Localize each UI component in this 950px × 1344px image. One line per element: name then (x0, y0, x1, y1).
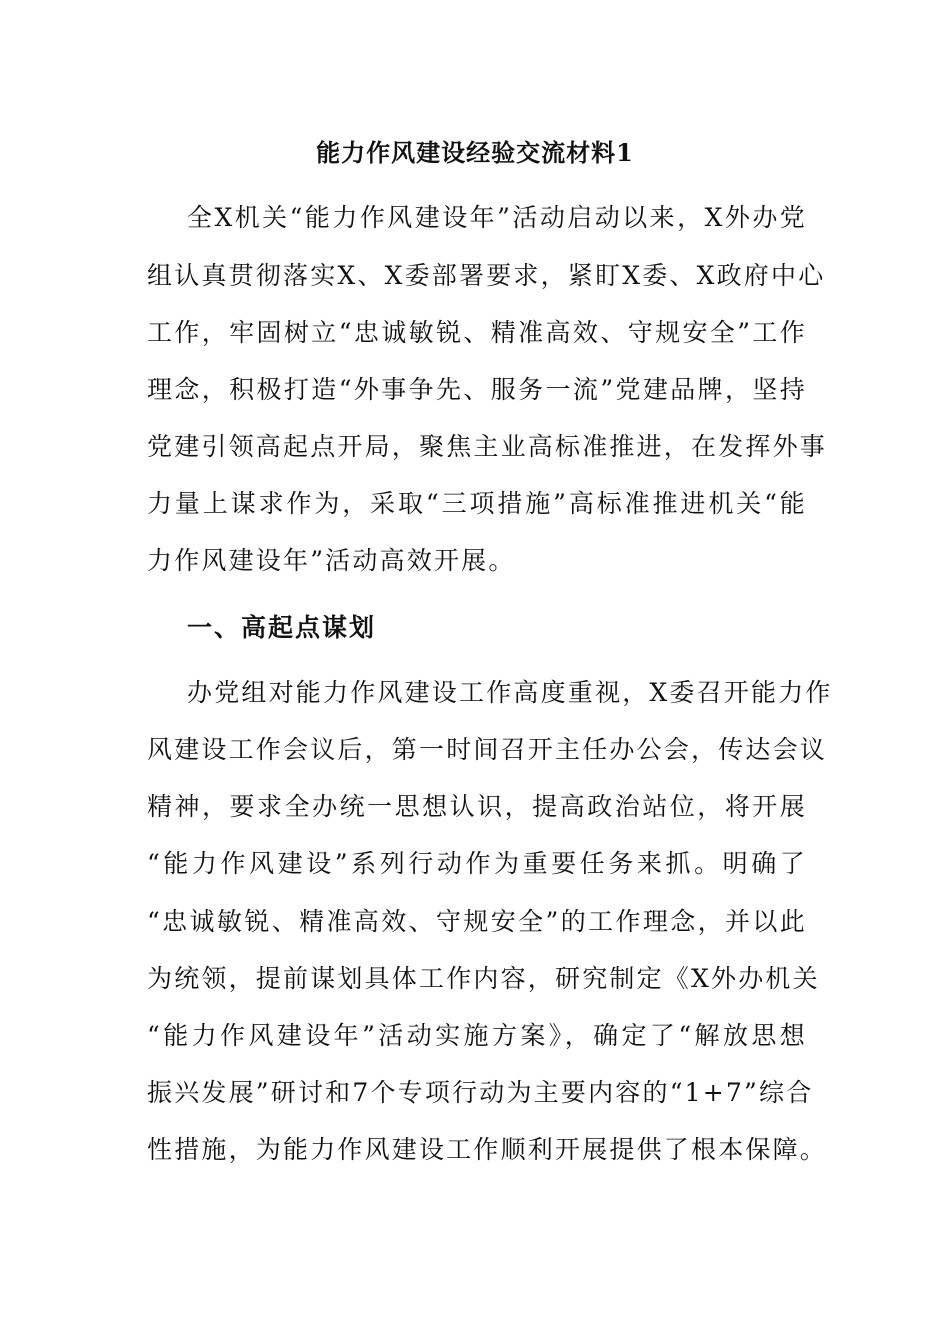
text-line: 全X机关“能力作风建设年”活动启动以来，X外办党 (187, 203, 807, 232)
text-line: 振兴发展”研讨和7个专项行动为主要内容的“1+7”综合 (147, 1078, 814, 1107)
text-line: 理念，积极打造“外事争先、服务一流”党建品牌，坚持 (147, 375, 807, 404)
text-line: 组认真贯彻落实X、X委部署要求，紧盯X委、X政府中心 (147, 261, 826, 290)
text-line: 为统领，提前谋划具体工作内容，研究制定《X外办机关 (147, 964, 820, 993)
text-line: 精神，要求全办统一思想认识，提高政治站位，将开展 (147, 792, 807, 821)
text-line: 办党组对能力作风建设工作高度重视，X委召开能力作 (187, 678, 833, 707)
text-line: “忠诚敏锐、精准高效、守规安全”的工作理念，并以此 (147, 907, 807, 936)
text-line: 工作，牢固树立“忠诚敏锐、精准高效、守规安全”工作 (147, 318, 807, 347)
text-line: 力量上谋求作为，采取“三项措施”高标准推进机关“能 (147, 489, 807, 518)
section-heading: 一、高起点谋划 (187, 613, 377, 642)
text-line: 性措施，为能力作风建设工作顺利开展提供了根本保障。 (147, 1135, 828, 1164)
document-title: 能力作风建设经验交流材料1 (316, 138, 634, 167)
text-line: “能力作风建设”系列行动作为重要任务来抓。明确了 (147, 849, 807, 878)
text-line: 党建引领高起点开局，聚焦主业高标准推进，在发挥外事 (147, 432, 828, 461)
text-line: 风建设工作会议后，第一时间召开主任办公会，传达会议 (147, 735, 828, 764)
text-line: “能力作风建设年”活动实施方案》，确定了“解放思想 (147, 1021, 807, 1050)
text-line: 力作风建设年”活动高效开展。 (147, 546, 516, 575)
